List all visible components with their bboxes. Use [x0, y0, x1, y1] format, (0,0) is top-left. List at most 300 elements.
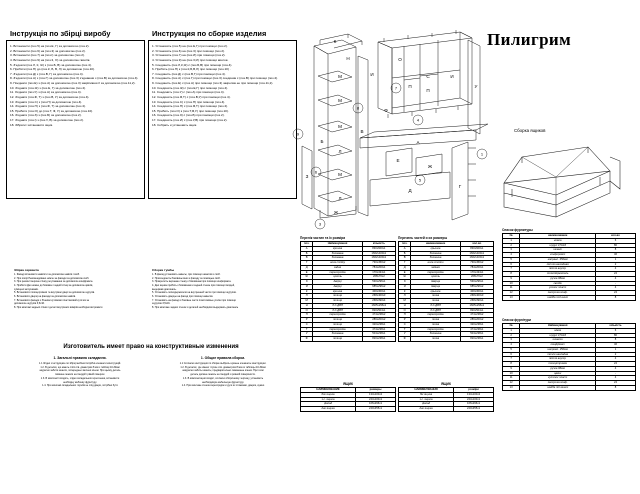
column-header: кількість — [596, 324, 636, 329]
svg-text:6: 6 — [314, 169, 318, 175]
instruction-step: 15. Прибить (поз.О) к (поз.Т,Ф,У) при помощи (поз.10). — [152, 108, 229, 113]
note-line: допомогою шурупів 3,5х16. — [14, 302, 45, 306]
svg-text:Д: Д — [408, 188, 412, 193]
instruction-step: 11. З'єднати (поз.У) з (поз.А) за допомогою (поз.4). — [10, 90, 82, 95]
ru-instruction-body — [148, 40, 297, 199]
table-cell: З — [301, 280, 313, 285]
table-cell: бокована — [313, 332, 362, 337]
rules-ua — [10, 356, 150, 388]
table-cell: 24 — [596, 291, 636, 296]
hardware-table-ru — [502, 228, 636, 301]
svg-text:М: М — [338, 172, 342, 177]
note-line: акуратно забити шканти, попередньо змочені клеєм. При цьому деталь — [39, 369, 121, 373]
note-line: аккуратно забить шканты, предварительно смазанные клеем. При этом — [182, 369, 264, 373]
table-cell: 12 — [503, 381, 520, 386]
table-cell: 268х390х4 — [460, 299, 493, 304]
note-ua-lines — [14, 273, 146, 310]
drawer-parts-ua — [398, 382, 494, 412]
table-cell: 1605х296х1 — [362, 303, 395, 308]
note-line: 1. В фасад установить навесы, при помощи шкантов и скоб. — [152, 273, 221, 276]
svg-text:5: 5 — [418, 177, 422, 183]
table-cell: цвяхи — [520, 371, 596, 376]
ua-instruction-body — [6, 40, 145, 199]
instruction-step: 6. Прибити (поз.Н) до (поз.К, Б, В, Л) за допомогою (поз.10). — [10, 67, 95, 72]
instruction-step: 18. Собрать и установить ящик. — [152, 122, 198, 127]
table-cell: Н — [301, 303, 313, 308]
note-line: 4. Дно ящика прибить к боковинам и задней стенке при помощи гвоздей, — [152, 284, 235, 288]
table-cell: 80 — [596, 333, 636, 338]
table-cell: 2 — [596, 262, 636, 267]
column-header: наименование — [520, 234, 596, 239]
rules-ua-lines — [10, 362, 150, 388]
table-cell: з.с. ящика — [301, 397, 356, 402]
table-cell: 6 — [596, 238, 636, 243]
table-cell: петля накладна — [520, 352, 596, 357]
svg-text:1: 1 — [480, 151, 484, 157]
table-cell: шайба під гвинт — [520, 385, 596, 390]
table-cell: полиця — [313, 299, 362, 304]
table-cell: боковина — [411, 251, 460, 256]
table-cell: Д — [399, 265, 411, 270]
note-line: 4. Прибити Дно нижнє до боковин і задній стінці за допомогою цвяхів, — [14, 284, 93, 288]
drawer-assembly-section — [492, 128, 638, 224]
table-cell: 320х238х1 — [362, 322, 395, 327]
table-cell: П — [301, 313, 313, 318]
instruction-step: 13. Соединить (поз.С) с (поз.П) при помощи (поз.4). — [152, 99, 226, 104]
instruction-step: 10. З'єднати (поз.Ж) з (поз.Е, Г) за допомогою (поз.4). — [10, 85, 86, 90]
manufacturer-rights-banner: Изготовитель имеет право на конструктивные изменения — [63, 343, 239, 350]
table-cell: 4 — [596, 267, 636, 272]
parts-table-ru — [398, 236, 494, 342]
instruction-step: 16. З'єднати (поз.З) з (поз.Б) за допомогою (поз.2). — [10, 113, 82, 118]
table-cell: 1662х400х1 — [460, 256, 493, 261]
table-cell: бокована — [313, 251, 362, 256]
table-cell: - — [596, 371, 636, 376]
table-cell: 4 — [503, 343, 520, 348]
table-cell: Р — [301, 318, 313, 323]
note-line: шурупов 3,5х16. — [152, 302, 171, 306]
table-cell: Т — [399, 327, 411, 332]
table-cell: Р — [399, 318, 411, 323]
drawer-assembly-caption: Сборка ящиков — [514, 128, 546, 133]
table-cell: 474х238х2 — [362, 313, 395, 318]
column-header: поз. — [301, 242, 313, 247]
table-cell: нога стойки — [411, 261, 460, 266]
table-cell: К — [399, 289, 411, 294]
column-header: розміри — [454, 388, 494, 393]
table-cell: 10 — [503, 371, 520, 376]
table-cell: 9 — [503, 366, 520, 371]
table-row — [503, 295, 636, 300]
table-row — [503, 385, 636, 390]
table-cell: 2 — [503, 243, 520, 248]
ru-instruction-heading: Инструкция по сборке изделия — [152, 29, 267, 38]
instruction-step: 3. Установить (поз.7) на (поз.И) при помощи (поз.2). — [152, 53, 226, 58]
rules-ru-lines — [152, 362, 294, 388]
table-row — [399, 407, 494, 412]
note-line: 6. Встановити дверці на фасади за допомогою навісів. — [14, 295, 76, 299]
note-line: 5. Установить полкодержатели на внутренней части при помощи шурупов. — [152, 291, 237, 295]
table-row — [301, 407, 396, 412]
table-cell: уголок пласт — [520, 286, 596, 291]
svg-text:З: З — [305, 174, 309, 179]
instruction-step: 1. Встановити (поз.5) на (поз.Е, Г) за допомогою (поз.2). — [10, 44, 90, 48]
svg-text:Б: Б — [320, 139, 324, 144]
table-cell: З.С.ДВП — [411, 303, 460, 308]
table-cell: 830х600х1 — [362, 246, 395, 251]
table-cell: полиця — [313, 337, 362, 342]
svg-text:К: К — [333, 39, 337, 44]
table-cell: С — [301, 322, 313, 327]
table-cell: фасад — [301, 402, 356, 407]
svg-text:В: В — [360, 129, 364, 134]
table-cell: перегородка — [411, 270, 460, 275]
note-line: деталь должна лежать на твердой и ровной поверхности. — [190, 373, 256, 377]
table-cell: з.с. ящика — [399, 397, 454, 402]
note-line: 1.3. В комплекті входить, згідно складального креслення, встановити — [40, 376, 120, 380]
instruction-step: 6. Прибить (поз.Н) к (поз.К,Б,В,Л) при помощи (поз.10) . — [152, 67, 231, 72]
svg-text:9: 9 — [296, 131, 300, 137]
table-cell: 1662х400х1 — [460, 251, 493, 256]
table-cell: В — [301, 256, 313, 261]
instruction-step: 17. З'єднати (поз.І) з (поз.У, В) за допомогою (поз.2). — [10, 118, 84, 122]
note-line: 1.1 Согласно инструкции по сборке выбрать нужные элементы конструкции. — [179, 362, 267, 365]
note-line: 6. Установить дверцы на фасад при помощи навесов. — [152, 295, 214, 299]
table-cell: цоколь — [313, 275, 362, 280]
table-cell: полкодержатель — [520, 272, 596, 277]
instruction-step: 8. З'єднати (поз.А) з (поз.Г) за допомогою (поз.3) з'єднавши з (поз.В) за допомогою (поз.4). — [10, 76, 139, 81]
table-cell: нога стійку — [313, 261, 362, 266]
table-cell: 10 — [503, 281, 520, 286]
table-cell: 820х238х1 — [460, 337, 493, 342]
table-cell: И — [399, 284, 411, 289]
table-cell: 4 — [596, 286, 636, 291]
table-cell: направл. 350мм — [520, 257, 596, 262]
table-cell: бокована — [313, 256, 362, 261]
column-header: поз. — [399, 242, 411, 247]
table-cell: дно ящика — [301, 407, 356, 412]
table-cell: 8 — [503, 362, 520, 367]
table-cell: 2 — [596, 352, 636, 357]
table-cell: 240х355х1 — [356, 407, 396, 412]
table-cell: 504х238х1 — [460, 332, 493, 337]
column-header: наименование — [411, 242, 460, 247]
table-cell: 12 — [503, 291, 520, 296]
table-cell: перегородка — [411, 313, 460, 318]
note-ua-heading: Збірка серванта — [14, 268, 39, 272]
table-cell: 4 — [596, 376, 636, 381]
svg-text:М: М — [338, 74, 342, 79]
note-line: 1.3. В комплектации входят, согласно сборочному чертежу, установить — [182, 376, 264, 380]
table-cell: 730х450х2 — [362, 261, 395, 266]
table-cell: заглушка конф. — [520, 291, 596, 296]
table-cell: перегородка — [313, 313, 362, 318]
ua-instruction-panel — [6, 26, 145, 206]
table-cell: дверца — [411, 280, 460, 285]
note-line: необходимую мебельную фурнитуру. — [201, 380, 245, 384]
column-header: № — [503, 324, 520, 329]
table-cell: 400х300х1 — [460, 289, 493, 294]
table-cell: 784х200х1 — [460, 265, 493, 270]
table-cell: петля накладная — [520, 262, 596, 267]
table-cell: З.С.ДВП — [313, 308, 362, 313]
table-cell: У — [301, 332, 313, 337]
table-cell: 320х238х1 — [460, 322, 493, 327]
note-line: 2. Присоединить боковины вниз к фасаду за помощью скоб. — [152, 276, 221, 280]
instruction-step: 2. Встановити (поз.6) на (поз.3) за допомогою (поз.2). — [10, 48, 86, 53]
table-cell: 4 — [503, 253, 520, 258]
table-cell: 3 — [503, 248, 520, 253]
table-cell: заглушка конф. — [520, 381, 596, 386]
hardware-ua-caption: Список фурнітури — [502, 318, 531, 322]
drawer-ru-grid — [300, 387, 396, 412]
table-cell: Л — [399, 294, 411, 299]
table-cell: полиця — [313, 294, 362, 299]
table-cell: У — [399, 332, 411, 337]
note-line: 3. Прикрепить верхнюю стенку к боковинам при помощи конфирмата. — [152, 280, 232, 284]
table-cell: 3 — [503, 338, 520, 343]
instruction-step: 9. Поєднати (поз.Е) з (поз.А) за допомогою (поз.3) закріпивши її за допомогою (поз.11,2). — [10, 81, 136, 85]
instruction-step: 1. Установить (поз.5) на (поз.Е,Г) при помощи (поз.2). — [152, 44, 228, 48]
svg-text:П: П — [408, 84, 412, 89]
table-cell: 1662х400х1 — [362, 251, 395, 256]
ru-step-list — [149, 44, 296, 127]
table-cell: Ж — [301, 275, 313, 280]
table-row — [399, 337, 494, 342]
table-cell: дверці — [313, 280, 362, 285]
svg-text:8: 8 — [356, 105, 360, 111]
note-line: 1.1 Згідно з інструкцією по збірці меблеві потрібні елементи конструкцій. — [39, 362, 121, 365]
note-line: 1.2. В деталях, що мають сліпі отв. діаметром 8 мм з таблиці 10-32мм — [40, 365, 120, 369]
ua-instruction-heading: Інструкція по збірці виробу — [10, 29, 111, 38]
note-ru-heading: Сборка тумбы — [152, 268, 175, 272]
instruction-step: 16. Соединить (поз.З) с (поз.Б) при помощи (поз.2). — [152, 113, 225, 118]
instruction-step: 11. Соединить (поз.У) с (поз.А) при помощи (поз.4). — [152, 90, 225, 95]
table-cell: конфирмат — [520, 253, 596, 258]
column-header: Найменування — [520, 324, 596, 329]
drawer-diagram — [492, 133, 638, 217]
table-cell: 504х238х1 — [362, 332, 395, 337]
table-cell: 685х296х2 — [460, 284, 493, 289]
table-cell: полиця — [313, 322, 362, 327]
column-header: НАИМЕНОВАНИЕ — [301, 388, 356, 393]
table-cell: 268х70х2 — [460, 275, 493, 280]
table-cell: петля внутр. — [520, 267, 596, 272]
table-cell: П — [399, 313, 411, 318]
hardware-ru-caption: Список фурнитуры — [502, 228, 533, 232]
table-cell: 1 — [596, 347, 636, 352]
parts-ru-grid — [398, 241, 494, 342]
table-cell: ніжка — [520, 328, 596, 333]
table-cell: 80 — [596, 243, 636, 248]
instruction-step: 9. Соединить (поз.Е) с (поз.А) при помощи (поз.3) закрепив ее при помощи (поз.11,2). — [152, 81, 274, 85]
table-cell: 400х300х1 — [362, 289, 395, 294]
table-cell: 4 — [596, 276, 636, 281]
table-cell: 13 — [503, 385, 520, 390]
note-ua — [14, 268, 146, 310]
table-cell: 1 — [596, 257, 636, 262]
table-cell: 4 — [596, 357, 636, 362]
table-cell: перегородка — [411, 327, 460, 332]
table-cell: 820х504х1 — [460, 308, 493, 313]
instruction-step: 5. З'єднати (поз.Л, К, Ж) з (поз.Б, В) за допомогою (поз.4). — [10, 62, 92, 67]
table-cell: кришка — [313, 246, 362, 251]
table-cell: Л — [301, 294, 313, 299]
ua-step-list — [7, 44, 144, 127]
table-cell: М — [301, 299, 313, 304]
table-cell: 134х100х2 — [356, 392, 396, 397]
instruction-step: 4. Встановити (поз.9) на (поз.3, О) за допомогою гвинтів. — [10, 57, 91, 62]
note-line: 3. При ремонті верхню стінку регулювання за допомогою конфірмата. — [14, 280, 93, 284]
table-cell: 8 — [596, 338, 636, 343]
table-cell: ручка 96мм — [520, 366, 596, 371]
table-cell: Н — [399, 303, 411, 308]
instruction-step: 12. З'єднати (поз.Ф, Т) з (поз.В, У) за допомогою (поз.4). — [10, 94, 90, 99]
drawer-ua-caption: ЯЩИК — [441, 382, 451, 386]
instruction-step: 7. З'єднати (поз.Д) з (поз.В, Г) за допомогою (поз.4). — [10, 71, 84, 76]
table-cell: 8 — [596, 248, 636, 253]
column-header: НАЙМЕНУВАННЯ — [399, 388, 454, 393]
svg-text:И: И — [370, 72, 374, 77]
svg-text:Н: Н — [346, 56, 350, 61]
table-cell: дно ящика — [399, 407, 454, 412]
table-cell: И — [301, 284, 313, 289]
instruction-step: 18. Зібрати і встановити ящик. — [10, 122, 53, 127]
table-cell: 1662х400х1 — [362, 256, 395, 261]
table-cell: 6 — [503, 262, 520, 267]
table-cell: С — [399, 322, 411, 327]
table-cell: Д — [301, 265, 313, 270]
instruction-step: 13. З'єднати (поз.С) з (поз.П) за допомогою (поз.4). — [10, 99, 83, 104]
table-cell: 530х296х1 — [362, 280, 395, 285]
table-cell: 11 — [503, 376, 520, 381]
table-cell: 1605х296х1 — [460, 303, 493, 308]
table-cell: 46 — [596, 253, 636, 258]
instruction-step: 14. Соединить (поз.П) с (поз.Ф,Т) при помощи (поз.4). — [152, 104, 228, 109]
table-cell: З — [399, 280, 411, 285]
table-cell: конфірмат — [520, 343, 596, 348]
ru-instruction-panel — [148, 26, 297, 206]
note-line: необхідну меблеву фурнітуру. — [63, 380, 97, 384]
table-cell: задня — [313, 265, 362, 270]
table-cell: 5 — [503, 257, 520, 262]
table-cell: шайба под винт — [520, 295, 596, 300]
table-cell: 8 — [596, 385, 636, 390]
table-cell: 240х355х1 — [454, 407, 494, 412]
svg-text:Л: Л — [338, 149, 342, 154]
table-cell: задняя — [411, 265, 460, 270]
column-header: кол-во — [460, 242, 493, 247]
note-line: 8. При монтажі задньої стінки і деталі внутрішніх вимірів необхідно витримати — [14, 306, 103, 310]
note-line: 8. При монтаже задних стенок и деталей необходимо выдержать диагональ — [152, 306, 239, 310]
table-cell: перегородка — [313, 270, 362, 275]
table-cell: крышка — [411, 289, 460, 294]
table-cell: перегородка — [313, 327, 362, 332]
table-cell: Е — [301, 270, 313, 275]
table-cell: полка — [411, 299, 460, 304]
parts-ua-caption: Перелік частин та їх розміри — [300, 236, 346, 240]
table-cell: 170х434х1 — [362, 270, 395, 275]
table-cell: 268х400х3 — [362, 294, 395, 299]
rules-ru — [152, 356, 294, 388]
svg-text:А: А — [416, 140, 420, 145]
svg-text:С: С — [426, 74, 430, 79]
note-ru — [152, 268, 292, 310]
brand-logo: Пилигрим — [487, 30, 572, 49]
table-cell: напрямл. 350мм — [520, 347, 596, 352]
table-cell: 9 — [503, 276, 520, 281]
table-cell: 24 — [596, 272, 636, 277]
table-cell: 5 — [503, 347, 520, 352]
table-cell: полка — [411, 337, 460, 342]
table-cell: 244х100х1 — [356, 397, 396, 402]
table-cell: 7 — [503, 267, 520, 272]
rules-ru-heading: 1. Общие правила сборки. — [200, 356, 246, 360]
svg-text:4: 4 — [416, 117, 420, 123]
instruction-step: 3. Встановити (поз.7) на (поз.І) за допомогою (поз.2). — [10, 53, 85, 58]
table-cell: боковина — [411, 256, 460, 261]
table-cell: З.С.ДВП — [313, 303, 362, 308]
table-cell: бок ящика — [301, 392, 356, 397]
table-cell: куточок пласт — [520, 376, 596, 381]
column-header: кількість — [362, 242, 395, 247]
parts-ru-caption: Перечень частей и их размеры — [398, 236, 448, 240]
table-cell: шкант — [520, 248, 596, 253]
table-cell: 24 — [596, 381, 636, 386]
table-cell: Ж — [399, 275, 411, 280]
svg-text:Ж: Ж — [333, 210, 339, 215]
instruction-step: 17. Соединить (поз.И) с (поз.У,В) при помощи (поз.2). — [152, 118, 228, 122]
note-line: 7. Установить на фасад и боковые части пластиковые уголки при помощи — [152, 298, 236, 302]
svg-text:Ж: Ж — [427, 164, 433, 169]
svg-text:7: 7 — [394, 85, 398, 91]
instruction-step: 7. Соединить (поз.Д) с (поз.В,Г) при помощи (поз.4). — [152, 71, 226, 76]
instruction-step: 4. Установить (поз.9) на (поз.3,И) при помощи винтов. — [152, 57, 229, 62]
table-cell: полка — [411, 294, 460, 299]
table-cell: 1 — [503, 328, 520, 333]
note-line: суміщені заглушками. — [14, 287, 39, 291]
table-cell: 286х200х2 — [362, 318, 395, 323]
table-cell: 530х296х1 — [460, 280, 493, 285]
svg-text:М: М — [338, 124, 342, 129]
note-line: 1.4. При монтажі складальних і вузлів не слід двери, потрібно бути — [42, 384, 118, 388]
table-cell: Т — [301, 327, 313, 332]
table-cell: 820х238х1 — [362, 337, 395, 342]
table-cell: дверці — [313, 284, 362, 289]
svg-text:М: М — [338, 98, 342, 103]
table-cell: цоколь — [411, 275, 460, 280]
table-cell: 134х100х2 — [454, 392, 494, 397]
drawer-ru-caption: ЯЩИК — [343, 382, 353, 386]
instruction-step: 8. Соединить (поз.А) с (поз.Г) при помощи (поз.3) соединив с (поз.В) при помощи (поз.4). — [152, 76, 278, 81]
table-cell: 268х400х3 — [460, 294, 493, 299]
table-cell: - — [596, 281, 636, 286]
table-cell: 268х70х2 — [362, 275, 395, 280]
table-cell: 268х390х4 — [362, 299, 395, 304]
svg-text:И: И — [450, 74, 454, 79]
table-cell: полка — [411, 322, 460, 327]
instruction-step: 14. З'єднати (поз.П) з (поз.Ф, Т) за допомогою (поз.4). — [10, 104, 86, 109]
table-cell: 474х238х1 — [362, 327, 395, 332]
parts-ua-grid — [300, 241, 396, 342]
table-cell: ручка 96мм — [520, 276, 596, 281]
table-cell: 4 — [596, 366, 636, 371]
table-cell: А — [399, 246, 411, 251]
table-cell: 820х504х1 — [362, 308, 395, 313]
drawer-parts-ru — [300, 382, 396, 412]
table-cell: О — [301, 308, 313, 313]
table-cell: 170х434х1 — [460, 270, 493, 275]
